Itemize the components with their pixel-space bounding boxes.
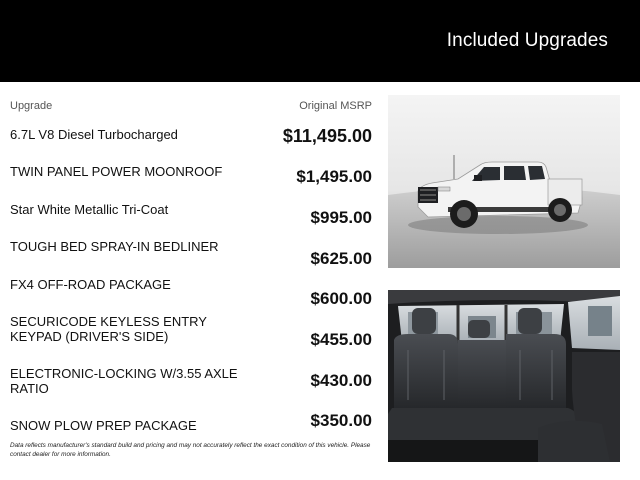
upgrade-price-8: $350.00 [310, 411, 372, 430]
page-title: Included Upgrades [446, 30, 608, 51]
upgrade-label-8: SNOW PLOW PREP PACKAGE [10, 418, 197, 433]
upgrade-label-5: FX4 OFF-ROAD PACKAGE [10, 277, 171, 292]
upgrade-price-2: $1,495.00 [296, 167, 372, 186]
column-header-msrp: Original MSRP [299, 100, 372, 112]
upgrade-price-7: $430.00 [310, 371, 372, 390]
rear-seat-interior-image [388, 290, 620, 462]
upgrade-price-4: $625.00 [310, 249, 372, 268]
column-header-upgrade: Upgrade [10, 100, 53, 112]
disclaimer-text: Data reflects manufacturer's standard build and pricing and may not accurately reflect the exact condition of this vehicle. Please contact dealer for more information. [10, 442, 371, 458]
upgrade-price-1: $11,495.00 [282, 126, 372, 146]
truck-exterior-image [388, 95, 620, 268]
upgrade-label-3: Star White Metallic Tri-Coat [10, 202, 169, 217]
upgrade-label-6: SECURICODE KEYLESS ENTRY KEYPAD (DRIVER'S SIDE) [10, 314, 207, 344]
upgrade-label-7: ELECTRONIC-LOCKING W/3.55 AXLE RATIO [10, 366, 238, 396]
upgrade-label-1: 6.7L V8 Diesel Turbocharged [10, 127, 178, 142]
upgrade-price-3: $995.00 [310, 208, 372, 227]
upgrade-price-5: $600.00 [310, 289, 372, 308]
upgrade-label-2: TWIN PANEL POWER MOONROOF [10, 164, 223, 179]
header-bar [0, 0, 640, 82]
upgrade-label-4: TOUGH BED SPRAY-IN BEDLINER [10, 239, 219, 254]
upgrade-price-6: $455.00 [310, 330, 372, 349]
